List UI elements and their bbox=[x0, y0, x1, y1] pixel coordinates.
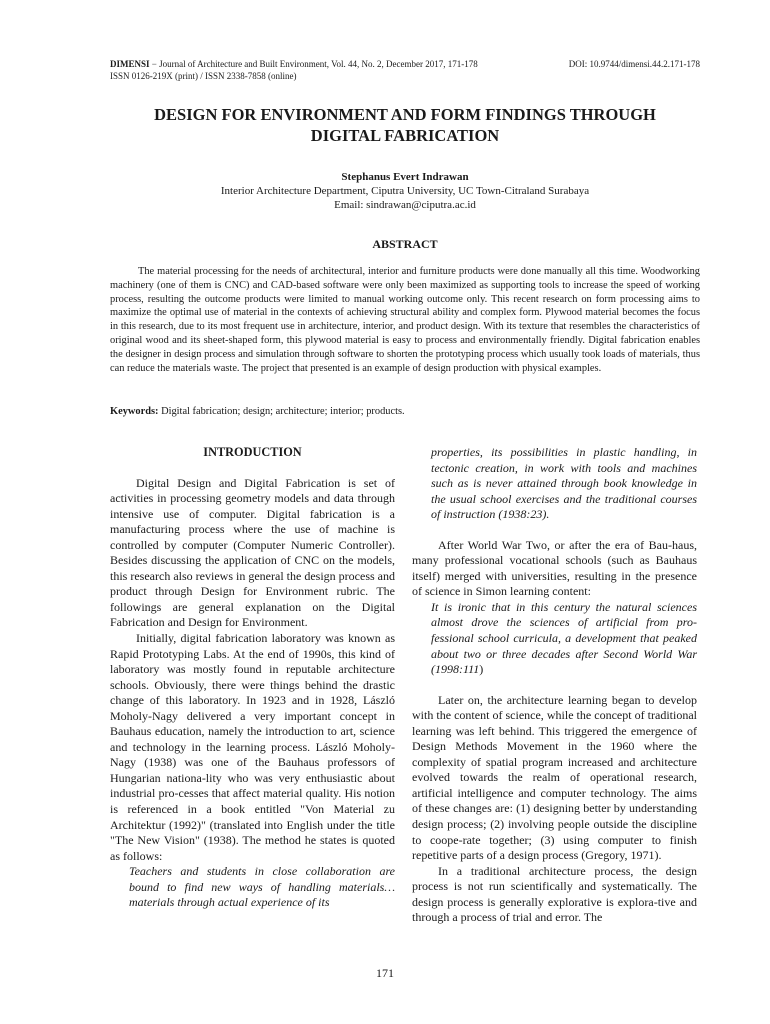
keywords-list: Digital fabrication; design; architecture; interior; products. bbox=[158, 406, 405, 417]
page-number: 171 bbox=[376, 966, 394, 980]
abstract-heading: ABSTRACT bbox=[372, 237, 438, 251]
left-column bbox=[110, 445, 395, 911]
block-quote-moholy-nagy-continued: properties, its possibilities in plastic handling, in tectonic creation, in work with tools and machines such as is never attained through book knowledge in the usual school exercises and the traditional courses of instruction (1938:23). bbox=[431, 445, 697, 522]
keywords bbox=[110, 405, 700, 418]
right-column bbox=[412, 445, 697, 926]
intro-paragraph-1: Digital Design and Digital Fabrication is set of activities in processing geometry models and data through intensive use of computer. Digital fabrication is a manufacturing process where the use of machine is controlled by computer (Computer Numeric Controller). Besides discussing the application of CNC on the models, this research also reviews in general the design process and product through Design for Environment rubric. The followings are general explanation on the Digital Fabrication and Design for Environment. bbox=[110, 475, 395, 630]
paper-title bbox=[110, 104, 700, 146]
journal-header bbox=[110, 58, 700, 82]
keywords-label: Keywords: bbox=[110, 406, 159, 417]
journal-issn: ISSN 0126-219X (print) / ISSN 2338-7858 (online) bbox=[110, 71, 297, 81]
journal-doi: DOI: 10.9744/dimensi.44.2.171-178 bbox=[568, 59, 700, 69]
introduction-heading: INTRODUCTION bbox=[203, 445, 302, 459]
author-affiliation: Interior Architecture Department, Ciputra University, UC Town-Citraland Surabaya bbox=[220, 185, 590, 197]
abstract-text: The material processing for the needs of architectural, interior and furniture products were done manually all this time. Woodworking machinery (one of them is CNC) and CAD-based software were only been maximized as supporting tools to increase the speed of working process, resulting the outcome products were limited to manual working outcome only. This recent research on form processing aims to maximize the optimal use of material in the contexts of achieving structural ability and complex form. Plywood material becomes the focus in this research, due to its most frequent use in architecture, interior, and product design. With its texture that resembles the characteristics of original wood and its sheet-shaped form, this plywood material is easy to process and environmentally friendly. Digital fabrication enables the designer in design process and simulation through software to shorten the prototyping process which usually took loads of materials, thus can reduce the materials waste. The project that presented is an example of design production with physical examples. bbox=[110, 266, 700, 374]
journal-name: DIMENSI bbox=[110, 59, 150, 69]
body-paragraph-traditional-process: In a traditional architecture process, the design process is not run scientifically and systematically. The design process is generally explorative is explora-tive and through a process of trial and error. The bbox=[412, 863, 697, 925]
journal-volume-info: − Journal of Architecture and Built Environment, Vol. 44, No. 2, December 2017, 171-178 bbox=[149, 59, 478, 69]
block-quote-simon-text: It is ironic that in this century the natural sciences almost drove the sciences of artificial from pro-fessional school curricula, a development that peaked about two or three decades after Second World War (1998:111 bbox=[431, 599, 697, 677]
paper-title-line-1: DESIGN FOR ENVIRONMENT AND FORM FINDINGS THROUGH bbox=[154, 105, 656, 124]
author-name: Stephanus Evert Indrawan bbox=[341, 171, 469, 183]
author-email: Email: sindrawan@ciputra.ac.id bbox=[334, 199, 476, 211]
intro-paragraph-2: Initially, digital fabrication laboratory was known as Rapid Prototyping Labs. At the end of 1990s, this kind of laboratory was mostly found in reputable architecture schools. Obviously, there were things behind the drastic change of this laboratory. In 1923 and in 1928, László Moholy-Nagy delivered a very important concept in Bauhaus education, namely the introduction to art, science and technology in the learning process. László Moholy-Nagy (1938) was one of the Bauhaus professors of Hungarian nationa-lity who was very enthusiastic about industrial pro-cesses that affect material quality. His notion is referenced in a book entitled "Von Material zu Architektur (1992)" (translated into English under the title "The New Vision" (1938). The method he states is quoted as follows: bbox=[110, 631, 395, 863]
author-block bbox=[110, 170, 700, 212]
block-quote-moholy-nagy: Teachers and students in close collaboration are bound to find new ways of handling materials… materials through actual experience of its bbox=[129, 864, 395, 910]
body-paragraph-design-methods: Later on, the architecture learning began to develop with the content of science, while the concept of traditional learning was left behind. This triggered the emergence of Design Methods Movement in the 1960 where the complexity of spatial program increased and architecture evolved towards the realm of operational research, artificial intelligence and computer technology. The aims of these changes are: (1) designing better by understanding design process; (2) involving people outside the discipline to coope-rate together; (3) using computer to finish repetitive parts of a design process (Gregory, 1971). bbox=[412, 692, 697, 863]
block-quote-simon-close: ) bbox=[479, 662, 484, 677]
paper-title-line-2: DIGITAL FABRICATION bbox=[310, 126, 500, 145]
block-quote-simon bbox=[412, 600, 697, 678]
body-paragraph-world-war: After World War Two, or after the era of Bau-haus, many professional vocational schools (such as Bauhaus itself) merged with universities, resulting in the presence of science in Simon learning content: bbox=[412, 537, 697, 599]
